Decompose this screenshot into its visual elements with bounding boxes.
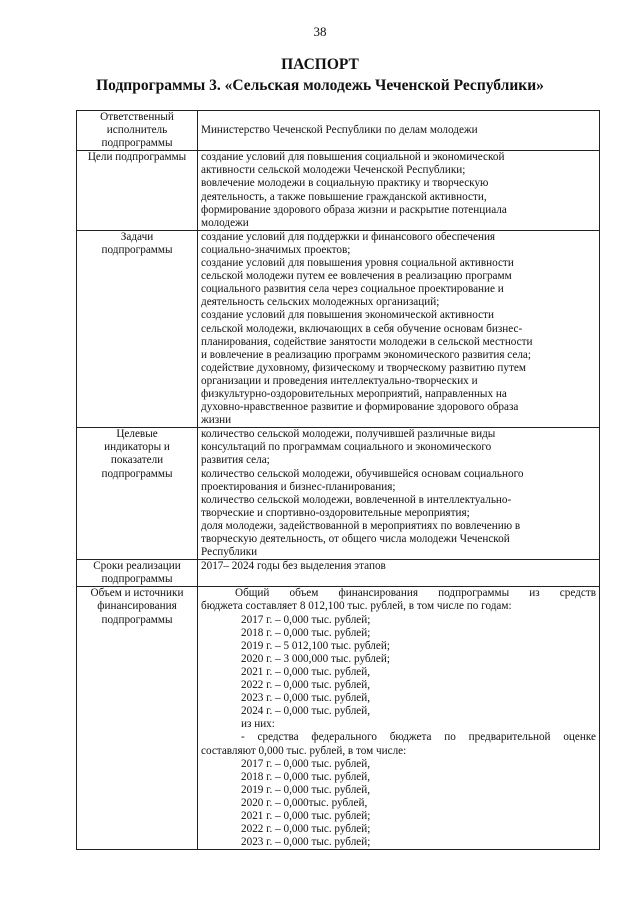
row-tasks	[77, 230, 600, 427]
row-implementation-period	[77, 560, 600, 587]
value-line: творческую деятельность, от общего числа молодежи Чеченской	[201, 533, 510, 545]
document-title: ПАСПОРТ	[281, 56, 359, 73]
funding-year-total: 2017 г. – 0,000 тыс. рублей;	[241, 613, 371, 626]
funding-year-federal: 2022 г. – 0,000 тыс. рублей;	[241, 823, 371, 836]
value-line: консультаций по программам социального и экономического	[201, 441, 492, 454]
value-tasks	[198, 230, 600, 427]
value-line: доля молодежи, задействованной в мероприятиях по вовлечению в	[201, 519, 521, 532]
label-line: индикаторы и	[104, 441, 170, 454]
label-line: Задачи	[120, 230, 154, 243]
label-funding	[77, 587, 198, 850]
value-line: Республики	[201, 546, 258, 559]
value-line: формирование здорового образа жизни и раскрытие потенциала	[201, 203, 507, 216]
label-line: Цели подпрограммы	[87, 151, 187, 164]
label-line: Объем и источники	[90, 587, 184, 600]
funding-intro: бюджета составляет 8 012,100 тыс. рублей, в том числе по годам:	[201, 600, 512, 613]
row-responsible-executor	[77, 111, 600, 151]
label-line: подпрограммы	[101, 573, 173, 586]
value-line: содействие духовному, физическому и творческому развитию путем	[201, 361, 526, 374]
label-responsible-executor	[77, 111, 198, 151]
value-line: и вовлечение в реализацию программ экономического развития села;	[201, 348, 532, 361]
row-goals	[77, 151, 600, 231]
value-line: активности сельской молодежи Чеченской Республики;	[201, 164, 466, 177]
label-line: подпрограммы	[101, 613, 173, 626]
funding-federal-intro: составляют 0,000 тыс. рублей, в том числе:	[201, 744, 407, 757]
value-line: сельской молодежи путем ее вовлечения в реализацию программ	[201, 270, 512, 283]
value-target-indicators	[198, 428, 600, 560]
value-line: количество сельской молодежи, получившей различные виды	[201, 428, 496, 441]
value-line: 2017– 2024 годы без выделения этапов	[201, 560, 386, 573]
label-target-indicators	[77, 428, 198, 560]
funding-federal-intro: - средства федерального бюджета по предварительной оценке	[241, 731, 596, 744]
value-line: проектирования и бизнес-планирования;	[201, 480, 396, 493]
value-line: организации и проведения интеллектуально-творческих и	[201, 374, 478, 387]
value-line: количество сельской молодежи, вовлеченной в интеллектуально-	[201, 493, 512, 506]
value-line: планирования, содействие занятости молодежи в сельской местности	[201, 335, 533, 348]
value-line: создание условий для поддержки и финансового обеспечения	[201, 230, 496, 243]
label-line: подпрограммы	[101, 467, 173, 480]
value-line: создание условий для повышения уровня социальной активности	[201, 257, 514, 270]
page-number: 38	[313, 24, 327, 39]
funding-year-total: 2021 г. – 0,000 тыс. рублей,	[241, 665, 371, 678]
label-line: Ответственный	[100, 111, 174, 123]
document-subtitle: Подпрограммы 3. «Сельская молодежь Чеченской Республики»	[96, 77, 544, 94]
row-target-indicators	[77, 428, 600, 560]
value-line: социально-значимых проектов;	[201, 243, 351, 256]
value-line: деятельность сельских молодежных организаций;	[201, 296, 440, 309]
funding-year-total: 2022 г. – 0,000 тыс. рублей,	[241, 679, 371, 692]
value-line: молодежи	[201, 216, 249, 229]
funding-year-total: 2019 г. – 5 012,100 тыс. рублей;	[241, 639, 390, 652]
value-line: Министерство Чеченской Республики по делам молодежи	[201, 124, 478, 137]
value-line: жизни	[201, 414, 232, 427]
funding-year-federal: 2017 г. – 0,000 тыс. рублей,	[241, 757, 371, 770]
funding-year-federal: 2018 г. – 0,000 тыс. рублей,	[241, 770, 371, 783]
row-funding	[77, 587, 600, 850]
label-implementation-period	[77, 560, 198, 587]
funding-year-federal: 2020 г. – 0,000тыс. рублей,	[241, 796, 368, 809]
label-line: подпрограммы	[101, 243, 173, 256]
value-implementation-period	[198, 560, 600, 587]
value-line: развития села;	[201, 454, 270, 467]
funding-of-them: из них:	[241, 718, 275, 731]
value-line: творческие и спортивно-оздоровительные мероприятия;	[201, 506, 470, 519]
value-line: социального развития села через социальное проектирование и	[201, 283, 504, 296]
value-responsible-executor	[198, 111, 600, 151]
label-line: подпрограммы	[101, 137, 173, 150]
funding-intro: Общий объем финансирования подпрограммы из средств	[235, 587, 596, 600]
value-line: духовно-нравственное развитие и формирование здорового образа	[201, 401, 519, 414]
value-line: деятельность, а также повышение гражданской активности,	[201, 190, 487, 203]
value-line: создание условий для повышения социальной и экономической	[201, 151, 505, 164]
funding-year-total: 2020 г. – 3 000,000 тыс. рублей;	[241, 652, 390, 665]
label-line: показатели	[110, 454, 164, 467]
value-goals	[198, 151, 600, 231]
funding-year-federal: 2023 г. – 0,000 тыс. рублей;	[241, 836, 371, 849]
funding-year-federal: 2021 г. – 0,000 тыс. рублей;	[241, 809, 371, 822]
value-line: вовлечение молодежи в социальную практику и творческую	[201, 177, 489, 190]
value-line: количество сельской молодежи, обучившейся основам социального	[201, 467, 524, 480]
funding-year-federal: 2019 г. – 0,000 тыс. рублей,	[241, 783, 371, 796]
label-line: Сроки реализации	[93, 560, 181, 573]
funding-year-total: 2023 г. – 0,000 тыс. рублей,	[241, 692, 371, 705]
label-tasks	[77, 230, 198, 427]
label-line: Целевые	[116, 428, 158, 441]
value-line: создание условий для повышения экономической активности	[201, 309, 494, 322]
passport-table	[76, 110, 600, 850]
value-line: физкультурно-оздоровительных мероприятий, направленных на	[201, 387, 507, 400]
label-line: исполнитель	[106, 124, 168, 137]
value-funding	[198, 587, 600, 850]
funding-year-total: 2024 г. – 0,000 тыс. рублей,	[241, 705, 371, 718]
label-goals	[77, 151, 198, 231]
value-line: сельской молодежи, включающих в себя обучение основам бизнес-	[201, 322, 523, 335]
label-line: финансирования	[97, 600, 177, 613]
funding-year-total: 2018 г. – 0,000 тыс. рублей;	[241, 626, 371, 639]
